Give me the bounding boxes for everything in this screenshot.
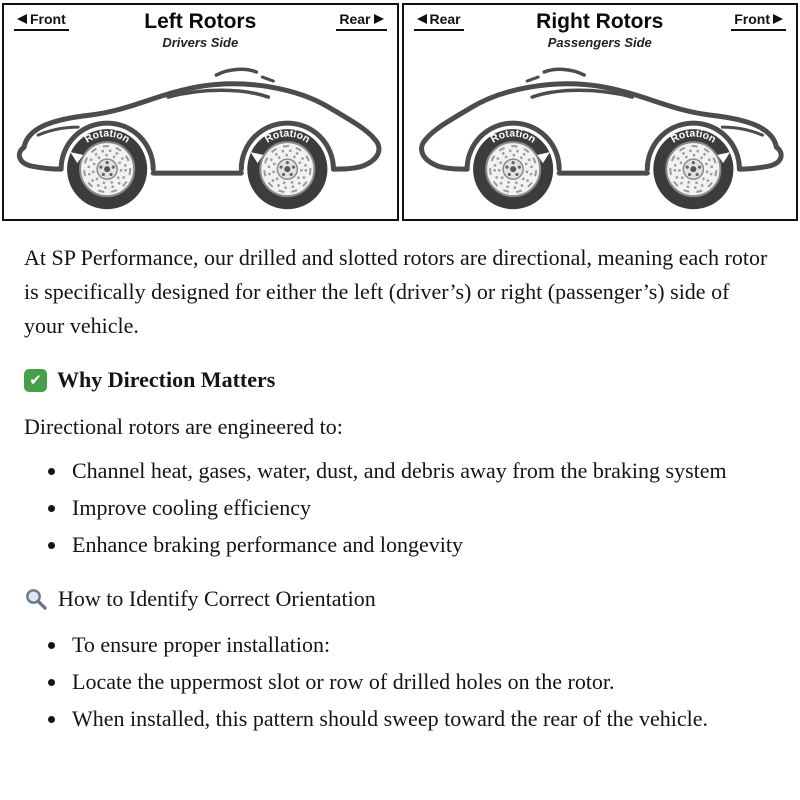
rotor-direction-diagram [0,0,800,221]
front-label-text: Front [734,11,770,27]
check-icon [24,369,47,392]
section-heading-why-direction-matters [24,363,774,397]
rear-label-text: Rear [339,11,371,27]
article-body [0,221,800,736]
arrow-left-icon [17,14,27,24]
list-item: • Enhance braking performance and longevity [68,528,774,562]
intro-paragraph: At SP Performance, our drilled and slotted rotors are directional, meaning each rotor is specifically designed for either the left (driver’s) or right (passenger’s) side of your vehicle. [24,245,768,339]
rear-direction-label [336,11,386,31]
right-rotors-panel [402,3,799,221]
left-panel-header [10,9,391,55]
rotation-label: Rotation [488,127,538,146]
right-car-illustration [410,55,791,217]
rotation-label: Rotation [262,127,313,146]
section1-bullet-list [24,454,774,562]
section1-heading-text: Why Direction Matters [57,367,276,393]
arrow-right-icon [374,14,384,24]
arrow-right-icon [773,14,783,24]
left-car-illustration [10,55,391,217]
list-item: • To ensure proper installation: [68,628,774,662]
list-item: • Channel heat, gases, water, dust, and debris away from the braking system [68,454,774,488]
magnifier-icon [24,587,48,611]
front-direction-label [731,11,786,31]
arrow-left-icon [417,14,427,24]
list-item: • Improve cooling efficiency [68,491,774,525]
rotation-label: Rotation [668,127,718,146]
rear-label-text: Rear [429,11,461,27]
section1-lead: Directional rotors are engineered to: [24,413,343,439]
right-panel-header [410,9,791,55]
left-panel-title: Left Rotors [144,10,257,33]
left-panel-subtitle: Drivers Side [162,35,239,50]
left-rotors-panel [2,3,399,221]
rotation-label: Rotation [82,127,132,146]
rear-direction-label [414,11,464,31]
section2-bullet-list [24,628,774,736]
section2-heading-text: How to Identify Correct Orientation [58,585,376,611]
list-item: • When installed, this pattern should sweep toward the rear of the vehicle. [68,702,774,736]
list-item: • Locate the uppermost slot or row of drilled holes on the rotor. [68,665,774,699]
section-heading-identify-orientation [24,582,774,616]
right-panel-subtitle: Passengers Side [547,35,652,50]
front-direction-label [14,11,69,31]
right-panel-title: Right Rotors [536,10,664,33]
front-label-text: Front [30,11,66,27]
